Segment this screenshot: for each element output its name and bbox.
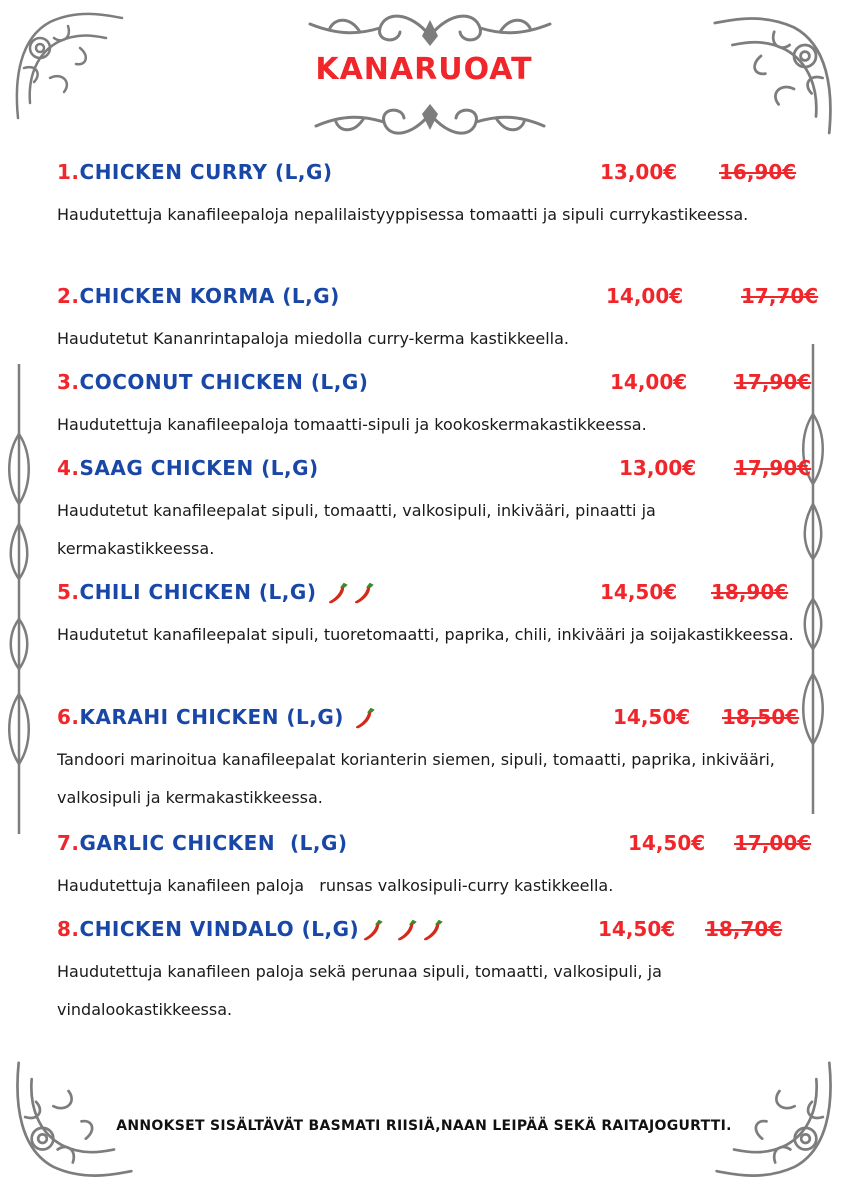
old-price: 18,90€ <box>711 580 789 604</box>
dish-description: Haudutettuja kanafileepaloja nepalilaistyyppisessa tomaatti ja sipuli currykastikeessa. <box>57 205 749 224</box>
dish-description: Tandoori marinoitua kanafileepalat korianterin siemen, sipuli, tomaatti, paprika, inkivääri, valkosipuli ja kermakastikkeessa. <box>57 750 775 807</box>
dish-description: Haudutetut kanafileepalat sipuli, tuoretomaatti, paprika, chili, inkivääri ja soijakastikkeessa. <box>57 625 794 644</box>
dish-description: Haudutetut Kananrintapaloja miedolla curry-kerma kastikkeella. <box>57 329 569 348</box>
price: 13,00€ <box>619 456 697 480</box>
chili-pepper-icon <box>352 582 376 606</box>
footer-note: ANNOKSET SISÄLTÄVÄT BASMATI RIISIÄ,NAAN LEIPÄÄ SEKÄ RAITAJOGURTTI. <box>116 1118 732 1134</box>
old-price: 17,90€ <box>734 370 812 394</box>
dish-number: 8. <box>57 917 80 941</box>
dish-name <box>57 284 340 308</box>
dish-title: KARAHI CHICKEN (L,G) <box>79 705 344 729</box>
page-title: KANARUOAT <box>315 52 533 87</box>
menu-item <box>57 370 848 444</box>
price: 14,50€ <box>600 580 678 604</box>
old-price: 18,50€ <box>722 705 800 729</box>
chili-pepper-icon <box>361 919 385 943</box>
dish-number: 4. <box>57 456 80 480</box>
menu-item <box>57 580 848 654</box>
top-ornament <box>300 6 560 50</box>
dish-number: 2. <box>57 284 80 308</box>
dish-name <box>57 580 376 606</box>
dish-title: CHICKEN VINDALO (L,G) <box>79 917 360 941</box>
dish-name <box>57 370 368 394</box>
menu-item <box>57 705 848 817</box>
chili-pepper-icon <box>353 707 377 731</box>
old-price: 16,90€ <box>719 160 797 184</box>
dish-name <box>57 917 445 943</box>
old-price: 17,90€ <box>734 456 812 480</box>
dish-number: 1. <box>57 160 80 184</box>
chili-pepper-icon <box>326 582 350 606</box>
dish-title: GARLIC CHICKEN (L,G) <box>79 831 348 855</box>
dish-name <box>57 456 319 480</box>
price: 14,00€ <box>606 284 684 308</box>
dish-title: CHILI CHICKEN (L,G) <box>79 580 317 604</box>
price: 14,50€ <box>613 705 691 729</box>
chili-pepper-icon <box>421 919 445 943</box>
dish-description: Haudutettuja kanafileepaloja tomaatti-sipuli ja kookoskermakastikkeessa. <box>57 415 647 434</box>
dish-name <box>57 160 333 184</box>
title-bottom-ornament <box>308 100 552 144</box>
dish-name <box>57 705 377 731</box>
price: 14,50€ <box>598 917 676 941</box>
dish-title: CHICKEN CURRY (L,G) <box>79 160 333 184</box>
price: 13,00€ <box>600 160 678 184</box>
old-price: 17,70€ <box>741 284 819 308</box>
old-price: 17,00€ <box>734 831 812 855</box>
menu-item <box>57 284 848 358</box>
left-border-ornament <box>6 364 32 834</box>
dish-name <box>57 831 348 855</box>
dish-title: CHICKEN KORMA (L,G) <box>79 284 340 308</box>
menu-item <box>57 917 848 1029</box>
dish-number: 6. <box>57 705 80 729</box>
corner-ornament-bottom-right <box>708 1044 838 1190</box>
menu-item <box>57 456 848 568</box>
price: 14,00€ <box>610 370 688 394</box>
dish-description: Haudutettuja kanafileen paloja sekä perunaa sipuli, tomaatti, valkosipuli, ja vindalookastikkeessa. <box>57 962 662 1019</box>
chili-pepper-icon <box>395 919 419 943</box>
dish-title: COCONUT CHICKEN (L,G) <box>79 370 369 394</box>
menu-item <box>57 831 848 905</box>
dish-title: SAAG CHICKEN (L,G) <box>79 456 319 480</box>
dish-description: Haudutetut kanafileepalat sipuli, tomaatti, valkosipuli, inkivääri, pinaatti ja kermakastikkeessa. <box>57 501 656 558</box>
dish-number: 7. <box>57 831 80 855</box>
corner-ornament-bottom-left <box>10 1044 140 1190</box>
price: 14,50€ <box>628 831 706 855</box>
dish-description: Haudutettuja kanafileen paloja runsas valkosipuli-curry kastikkeella. <box>57 876 614 895</box>
menu-item <box>57 160 848 234</box>
dish-number: 5. <box>57 580 80 604</box>
old-price: 18,70€ <box>705 917 783 941</box>
dish-number: 3. <box>57 370 80 394</box>
